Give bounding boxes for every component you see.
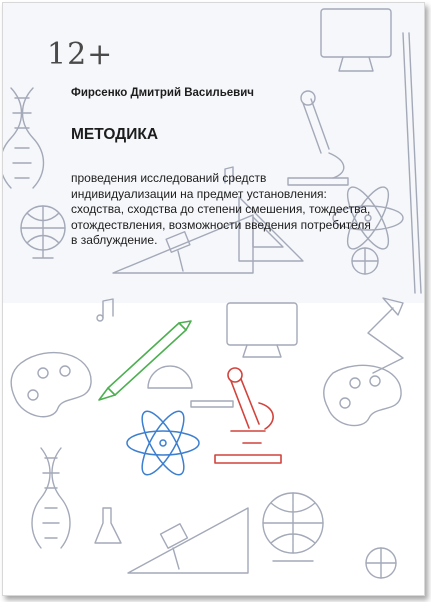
book-subtitle: проведения исследований средств индивидуализации на предмет установления: сходства, сходства до степени смешения, тождества, отождествления, возможности введения потребителя в заблуждение. <box>71 171 371 247</box>
age-rating: 12+ <box>47 37 114 72</box>
palette-icon <box>324 365 401 425</box>
book-title: МЕТОДИКА <box>71 126 159 143</box>
monitor-icon <box>227 303 297 357</box>
monitor-icon <box>321 9 391 71</box>
dna-icon <box>32 448 70 548</box>
dna-icon <box>3 88 44 188</box>
inclined-plane-icon <box>128 508 248 573</box>
microscope-icon <box>215 368 281 463</box>
globe-icon <box>21 206 65 258</box>
book-cover <box>2 2 425 596</box>
author-name: Фирсенко Дмитрий Васильевич <box>71 87 254 99</box>
atom-icon <box>127 406 199 480</box>
palette-icon <box>11 353 91 417</box>
basketball-icon <box>352 248 378 274</box>
globe-icon <box>263 493 323 561</box>
protractor-icon <box>148 366 192 388</box>
pencil-icon <box>403 33 421 293</box>
flask-icon <box>95 508 121 543</box>
basketball-icon <box>366 548 396 578</box>
ruler-icon <box>191 401 233 407</box>
lamp-icon <box>368 298 403 373</box>
music-note-icon <box>97 315 103 321</box>
